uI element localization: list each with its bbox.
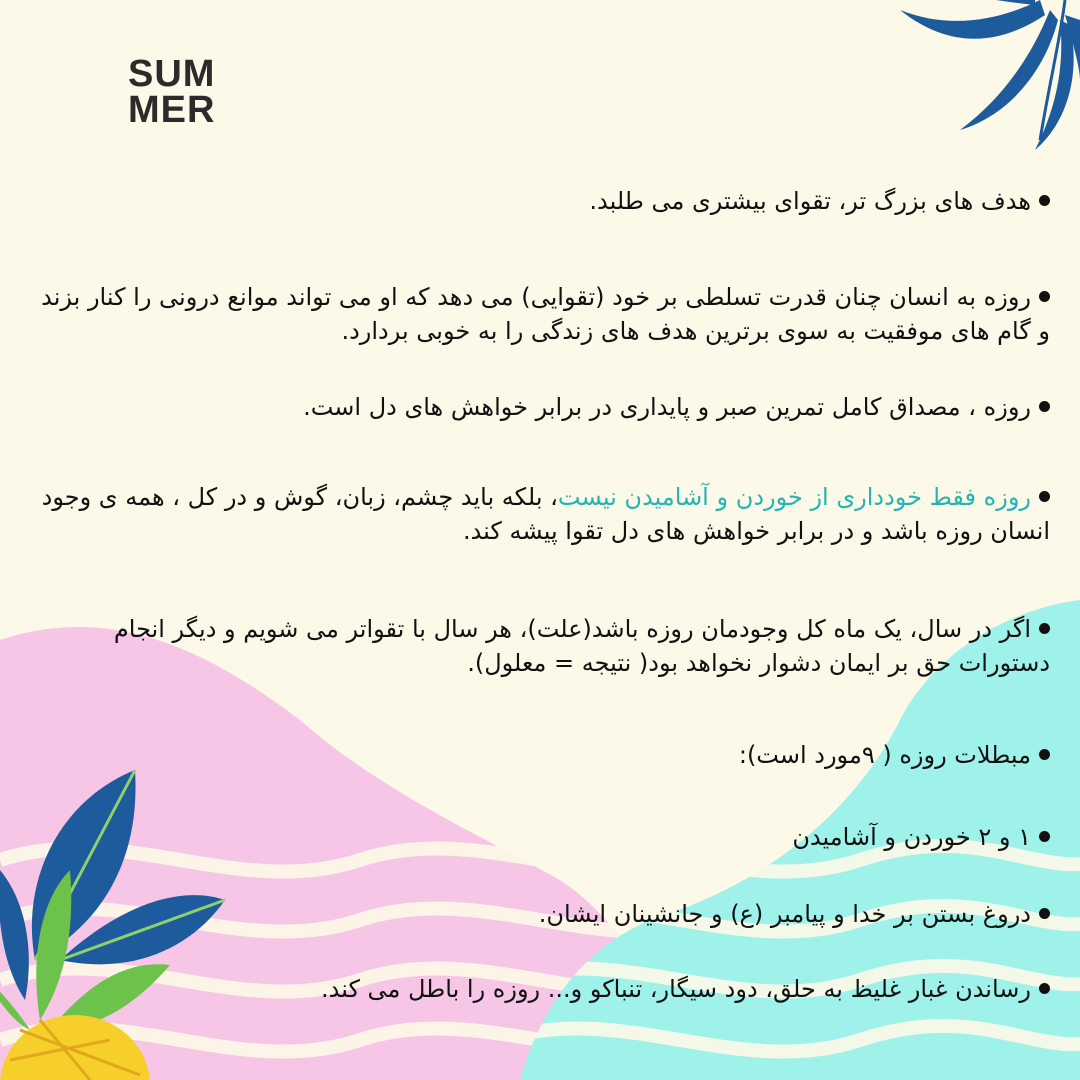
list-item — [30, 280, 1050, 348]
list-item — [30, 738, 1050, 772]
bullet-dot-icon — [1039, 401, 1050, 412]
list-item — [30, 612, 1050, 680]
logo-line-2: MER — [128, 89, 216, 131]
bullet-dot-icon — [1039, 983, 1050, 994]
list-item — [30, 972, 1050, 1006]
list-item-text: رساندن غبار غلیظ به حلق، دود سیگار، تنباکو و... روزه را باطل می کند. — [320, 975, 1031, 1003]
list-item-text: دروغ بستن بر خدا و پیامبر (ع) و جانشینان ایشان. — [538, 900, 1031, 928]
list-item-text: اگر در سال، یک ماه کل وجودمان روزه باشد(علت)، هر سال با تقواتر می شویم و دیگر انجام دستورات حق بر ایمان دشوار نخواهد بود( نتیجه = معلول). — [113, 615, 1050, 677]
list-item-text: ۱ و ۲ خوردن و آشامیدن — [792, 823, 1031, 851]
list-item-text: روزه به انسان چنان قدرت تسلطی بر خود (تقوایی) می دهد که او می تواند موانع درونی را کنار بزند و گام های موفقیت به سوی برترین هدف های زندگی را به خوبی بردارد. — [41, 283, 1050, 345]
bullet-dot-icon — [1039, 908, 1050, 919]
bullet-dot-icon — [1039, 749, 1050, 760]
list-item-text: روزه ، مصداق کامل تمرین صبر و پایداری در برابر خواهش های دل است. — [303, 393, 1031, 421]
list-item — [30, 390, 1050, 424]
list-item — [30, 820, 1050, 854]
bullet-list — [30, 0, 1050, 1080]
logo-line-1: SUM — [128, 53, 216, 95]
list-item-text: ، بلکه باید چشم، زبان، گوش و در کل ، همه ی وجود انسان روزه باشد و در برابر خواهش های دل تقوا پیشه کند. — [41, 483, 1050, 545]
list-item-text: هدف های بزرگ تر، تقوای بیشتری می طلبد. — [589, 187, 1031, 215]
list-item — [30, 184, 1050, 218]
list-item-highlight: روزه فقط خودداری از خوردن و آشامیدن نیست — [557, 483, 1031, 511]
bullet-dot-icon — [1039, 491, 1050, 502]
bullet-dot-icon — [1039, 623, 1050, 634]
bullet-dot-icon — [1039, 291, 1050, 302]
bullet-dot-icon — [1039, 831, 1050, 842]
list-item-text: مبطلات روزه ( ۹مورد است): — [738, 741, 1031, 769]
list-item — [30, 897, 1050, 931]
list-item — [30, 480, 1050, 548]
bullet-dot-icon — [1039, 195, 1050, 206]
